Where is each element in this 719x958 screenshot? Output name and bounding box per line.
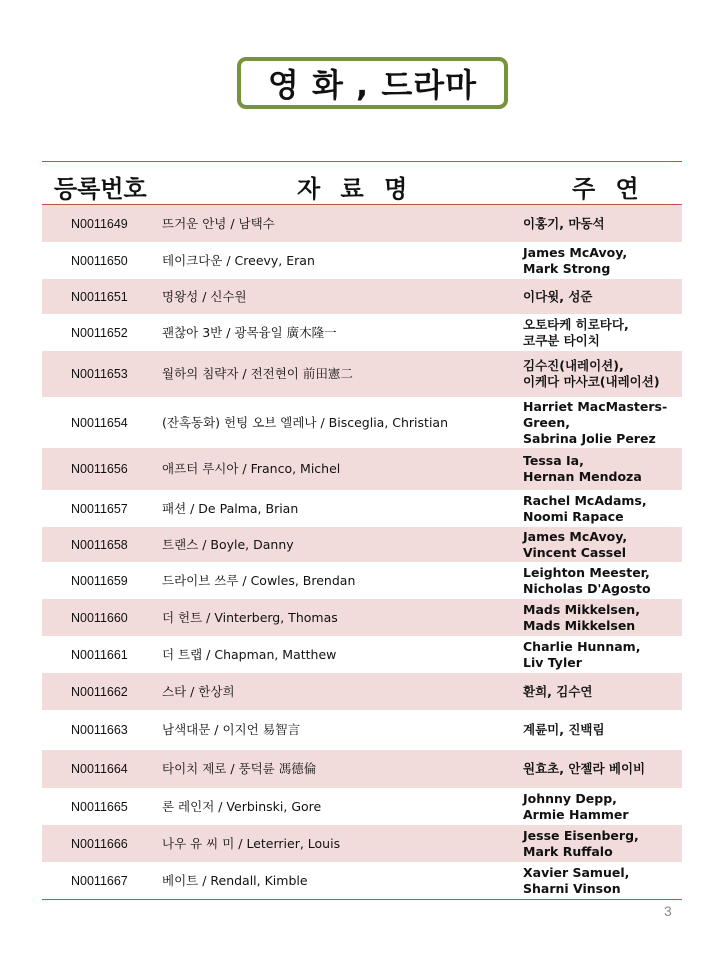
cell-cast: James McAvoy, Vincent Cassel	[523, 528, 628, 560]
table-row	[42, 279, 682, 314]
cell-reg-no: N0011650	[71, 253, 128, 268]
cell-title: 더 트랩 / Chapman, Matthew	[162, 646, 337, 662]
cell-cast: 이홍기, 마동석	[523, 215, 605, 231]
cell-cast: Leighton Meester, Nicholas D'Agosto	[523, 564, 651, 596]
cell-reg-no: N0011662	[71, 684, 128, 699]
table-row	[42, 599, 682, 636]
page-title: 영 화 , 드라마	[237, 57, 508, 109]
table-bottom-rule	[42, 899, 682, 900]
cell-reg-no: N0011659	[71, 573, 128, 588]
cell-reg-no: N0011667	[71, 873, 128, 888]
cell-cast: Rachel McAdams, Noomi Rapace	[523, 492, 647, 524]
cell-title: 나우 유 씨 미 / Leterrier, Louis	[162, 835, 341, 851]
cell-reg-no: N0011651	[71, 289, 128, 304]
table-row	[42, 710, 682, 750]
table-row	[42, 750, 682, 788]
table-row	[42, 636, 682, 673]
cell-reg-no: N0011656	[71, 462, 128, 476]
table-row	[42, 448, 682, 490]
cell-reg-no: N0011666	[71, 836, 128, 851]
cell-reg-no: N0011658	[71, 537, 128, 552]
cell-title: 월하의 침략자 / 전전현이 前田憲二	[162, 366, 353, 381]
table-row	[42, 314, 682, 351]
cell-reg-no: N0011663	[71, 723, 128, 737]
cell-title: 타이치 제로 / 풍덕륜 馮德倫	[162, 761, 317, 776]
table-row	[42, 490, 682, 527]
cell-title: 뜨거운 안녕 / 남택수	[162, 215, 275, 231]
table-row	[42, 527, 682, 562]
cell-reg-no: N0011654	[71, 415, 128, 430]
cell-title: 테이크다운 / Creevy, Eran	[162, 252, 315, 268]
cell-cast: Johnny Depp, Armie Hammer	[523, 790, 629, 822]
cell-cast: Mads Mikkelsen, Mads Mikkelsen	[523, 601, 640, 633]
cell-cast: 계륜미, 진백림	[523, 722, 605, 737]
table-row	[42, 825, 682, 862]
table-row	[42, 562, 682, 599]
cell-cast: 오토타케 히로타다, 코쿠분 타이치	[523, 316, 629, 348]
cell-title: (잔혹동화) 헌팅 오브 엘레나 / Bisceglia, Christian	[162, 414, 448, 430]
table-header	[42, 162, 682, 204]
header-reg-no: 등록번호	[54, 175, 147, 203]
cell-cast: 김수진(내레이션), 이케다 마사코(내레이션)	[523, 358, 660, 389]
table-row	[42, 397, 682, 448]
cell-reg-no: N0011649	[71, 216, 128, 231]
cell-cast: Xavier Samuel, Sharni Vinson	[523, 864, 630, 896]
cell-reg-no: N0011660	[71, 610, 128, 625]
cell-title: 더 헌트 / Vinterberg, Thomas	[162, 609, 338, 625]
cell-cast: Harriet MacMasters- Green, Sabrina Jolie Perez	[523, 398, 668, 446]
table-row	[42, 205, 682, 242]
page-number: 3	[664, 903, 672, 919]
header-cast: 주 연	[572, 175, 645, 203]
table-row	[42, 862, 682, 899]
cell-title: 론 레인저 / Verbinski, Gore	[162, 798, 322, 814]
cell-reg-no: N0011665	[71, 799, 128, 814]
cell-title: 애프터 루시아 / Franco, Michel	[162, 461, 341, 476]
cell-cast: Charlie Hunnam, Liv Tyler	[523, 638, 641, 670]
header-title: 자 료 명	[297, 175, 414, 203]
cell-cast: 원효초, 안젤라 베이비	[523, 761, 646, 776]
cell-title: 괜찮아 3반 / 광목융일 廣木隆一	[162, 324, 337, 340]
cell-title: 트랜스 / Boyle, Danny	[162, 536, 294, 552]
cell-reg-no: N0011657	[71, 501, 128, 516]
cell-cast: Tessa Ia, Hernan Mendoza	[523, 453, 642, 484]
table-row	[42, 673, 682, 710]
cell-title: 스타 / 한상희	[162, 683, 235, 699]
table-row	[42, 242, 682, 279]
cell-reg-no: N0011653	[71, 367, 128, 381]
cell-reg-no: N0011664	[71, 762, 128, 776]
cell-cast: 이다윗, 성준	[523, 288, 593, 304]
cell-title: 남색대문 / 이지언 易智言	[162, 722, 301, 737]
cell-title: 패션 / De Palma, Brian	[162, 500, 299, 516]
cell-title: 명왕성 / 신수원	[162, 288, 247, 304]
cell-cast: Jesse Eisenberg, Mark Ruffalo	[523, 827, 639, 859]
cell-title: 드라이브 쓰루 / Cowles, Brendan	[162, 572, 356, 588]
cell-cast: 환희, 김수연	[523, 683, 593, 699]
table-row	[42, 351, 682, 397]
cell-title: 베이트 / Rendall, Kimble	[162, 872, 308, 888]
cell-reg-no: N0011652	[71, 325, 128, 340]
cell-reg-no: N0011661	[71, 647, 128, 662]
cell-cast: James McAvoy, Mark Strong	[523, 244, 628, 276]
table-row	[42, 788, 682, 825]
